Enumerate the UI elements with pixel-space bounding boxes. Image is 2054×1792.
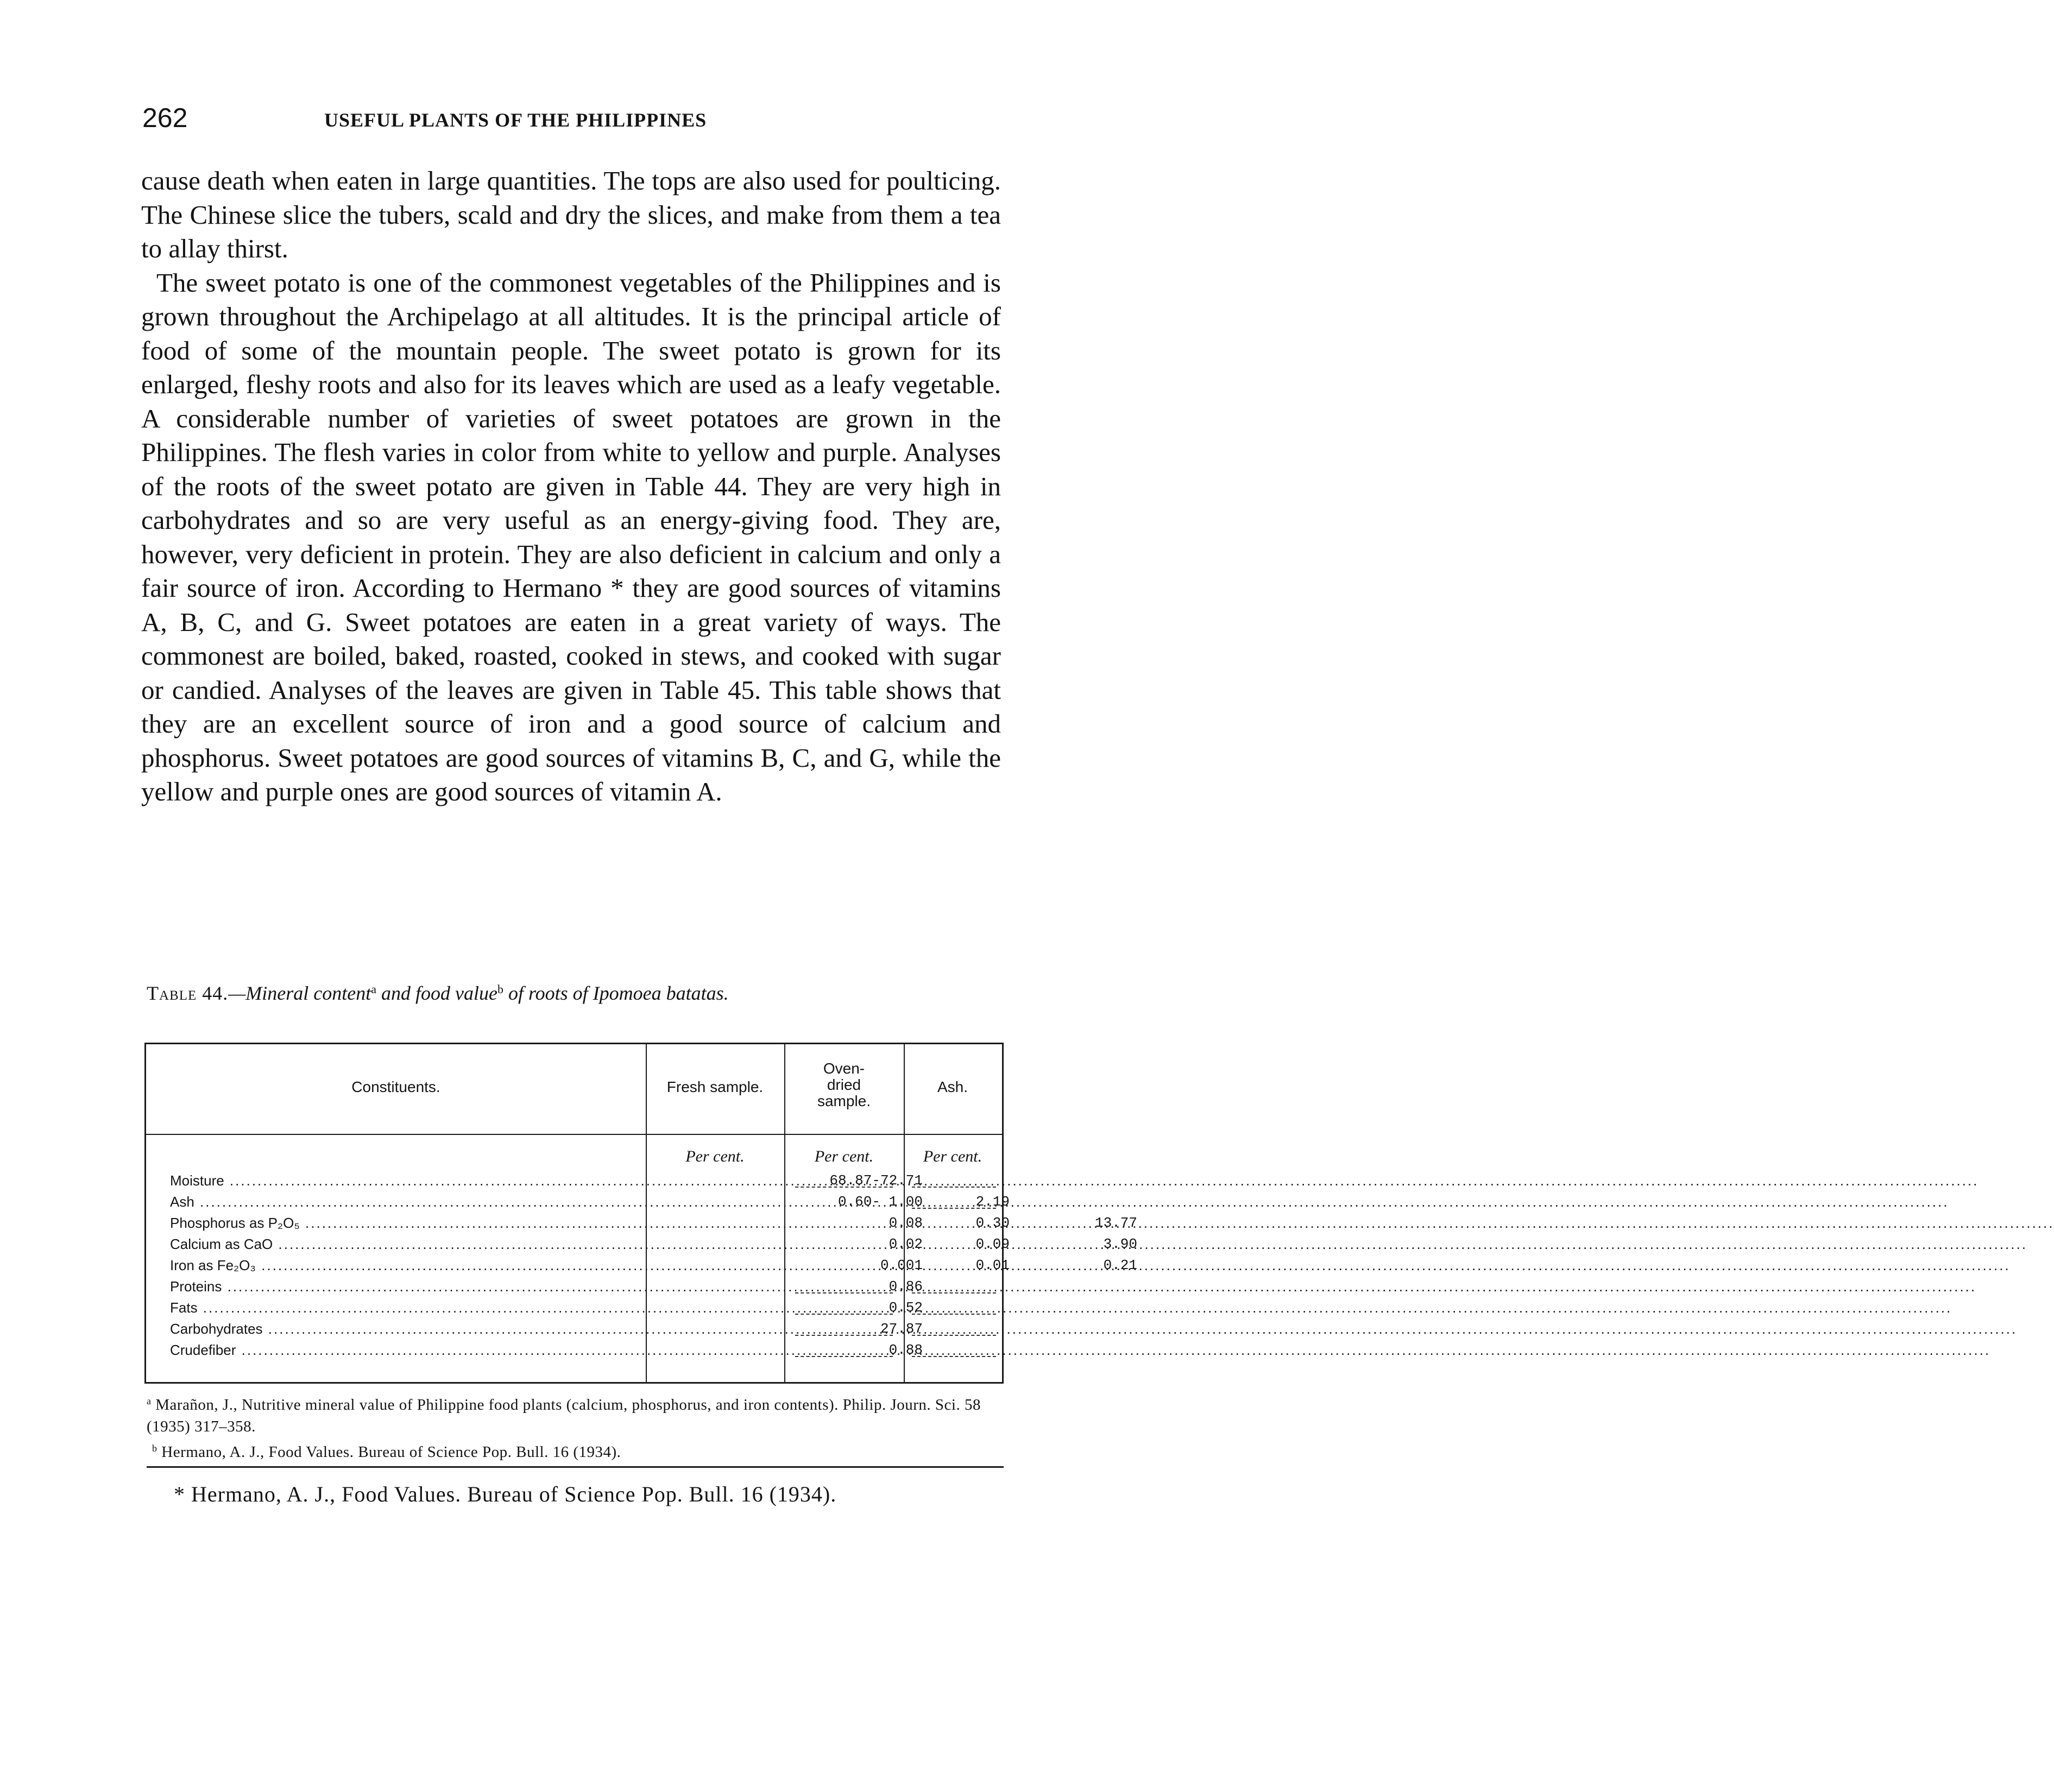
cell-fresh: 0.88 — [889, 1342, 923, 1358]
cell-fresh: 0.02 — [889, 1236, 923, 1252]
note-mark: b — [152, 1443, 157, 1454]
column-header-fresh: Fresh sample. — [666, 1078, 764, 1095]
table-row — [146, 1321, 1004, 1342]
table-row — [146, 1236, 1137, 1257]
empty-cell-dashes — [912, 1356, 996, 1357]
row-label: Moisture ..... — [170, 1172, 773, 1192]
table-note — [147, 1390, 1005, 1437]
empty-cell-dashes — [795, 1292, 893, 1293]
running-title: USEFUL PLANTS OF THE PHILIPPINES — [324, 109, 707, 131]
row-label: Fats ..... — [170, 1299, 773, 1319]
unit-label-fresh: Per cent. — [685, 1147, 745, 1165]
page-number: 262 — [142, 103, 188, 133]
table-caption-text: —Mineral content — [228, 982, 371, 1004]
mineral-content-table — [144, 1043, 1137, 1384]
table-row — [146, 1215, 1137, 1236]
note-text: Hermano, A. J., Food Values. Bureau of Science Pop. Bull. 16 (1934). — [161, 1443, 621, 1461]
table-row — [146, 1257, 1137, 1278]
cell-oven: 0.01 — [975, 1257, 1010, 1273]
note-mark: a — [147, 1396, 152, 1406]
table-caption-text: of roots of Ipomoea batatas. — [503, 982, 729, 1004]
page-footnote — [174, 1481, 1021, 1507]
cell-fresh: 0.52 — [889, 1299, 923, 1316]
column-header-constituents: Constituents. — [351, 1078, 440, 1095]
empty-cell-dashes — [912, 1187, 996, 1188]
table-note — [147, 1437, 1005, 1463]
table-caption-text: and food value — [376, 982, 497, 1004]
empty-cell-dashes — [795, 1187, 893, 1188]
column-header-oven-line: dried — [827, 1076, 861, 1093]
empty-cell-dashes — [795, 1314, 893, 1315]
footnote-mark: * — [174, 1482, 185, 1506]
unit-label-oven: Per cent. — [814, 1147, 874, 1165]
table-row — [146, 1194, 1010, 1215]
cell-fresh: 0.60- 1.00 — [837, 1194, 923, 1210]
cell-oven: 0.30 — [975, 1215, 1010, 1231]
cell-fresh: 0.001 — [880, 1257, 923, 1273]
empty-cell-dashes — [795, 1335, 893, 1336]
row-label: Crudefiber ..... — [170, 1342, 773, 1361]
row-label: Ash ..... — [170, 1194, 773, 1213]
table-row — [146, 1172, 1004, 1194]
unit-label-ash: Per cent. — [923, 1147, 982, 1165]
row-label: Proteins ..... — [170, 1278, 773, 1298]
empty-cell-dashes — [912, 1208, 996, 1209]
cell-fresh: 27.87 — [880, 1321, 923, 1337]
cell-fresh: 68.87-72.71 — [829, 1172, 923, 1189]
table-caption — [147, 982, 1005, 1005]
column-header-oven-line: Oven- — [823, 1060, 865, 1077]
cell-ash: 3.90 — [1103, 1236, 1137, 1252]
footnote-rule — [147, 1466, 1004, 1468]
footnote-text: Hermano, A. J., Food Values. Bureau of Science Pop. Bull. 16 (1934). — [191, 1482, 837, 1506]
empty-cell-dashes — [912, 1314, 996, 1315]
table-caption-mark-a: a — [371, 982, 376, 996]
column-header-oven-line: sample. — [817, 1093, 871, 1109]
table-row — [146, 1342, 1004, 1363]
table-notes — [147, 1390, 1005, 1463]
column-header-oven-dried — [784, 1061, 904, 1109]
column-header-ash: Ash. — [937, 1078, 968, 1095]
cell-fresh: 0.86 — [889, 1278, 923, 1295]
cell-fresh: 0.08 — [889, 1215, 923, 1231]
table-row — [146, 1278, 1004, 1299]
row-label: Calcium as CaO ..... — [170, 1236, 773, 1255]
body-text — [141, 164, 1001, 809]
paragraph: The sweet potato is one of the commonest vegetables of the Philippines and is grown throughout the Archipelago at all altitudes. It is the principal article of food of some of the mountain people. The sweet potato is grown for its enlarged, fleshy roots and also for its leaves which are used as a leafy vegetable. A considerable number of varieties of sweet potatoes are grown in the Philippines. The flesh varies in color from white to yellow and purple. Analyses of the roots of the sweet potato are given in Table 44. They are very high in carbohydrates and so are very useful as an energy-giving food. They are, however, very deficient in protein. They are also deficient in calcium and only a fair source of iron. According to Hermano * they are good sources of vitamins A, B, C, and G. Sweet potatoes are eaten in a great variety of ways. The commonest are boiled, baked, roasted, cooked in stews, and cooked with sugar or candied. Analyses of the leaves are given in Table 45. This table shows that they are an excellent source of iron and a good source of calcium and phosphorus. Sweet potatoes are good sources of vitamins B, C, and G, while the yellow and purple ones are good sources of vitamin A. — [141, 267, 1001, 806]
table-caption-lead: Table 44. — [147, 982, 229, 1004]
table-row — [146, 1299, 1004, 1321]
header-divider — [146, 1134, 1002, 1135]
note-text: Marañon, J., Nutritive mineral value of Philippine food plants (calcium, phosphorus, and iron contents). Philip. Journ. Sci. 58 (1935) 317–358. — [147, 1396, 981, 1435]
cell-ash: 0.21 — [1103, 1257, 1137, 1273]
paragraph: cause death when eaten in large quantities. The tops are also used for poulticing. The Chinese slice the tubers, scald and dry the slices, and make from them a tea to allay thirst. — [141, 166, 1001, 263]
empty-cell-dashes — [912, 1335, 996, 1336]
cell-oven: 2.19 — [975, 1194, 1010, 1210]
row-label: Iron as Fe₂O₃ ..... — [170, 1257, 773, 1277]
empty-cell-dashes — [912, 1292, 996, 1293]
row-label: Phosphorus as P₂O₅ ..... — [170, 1215, 773, 1234]
cell-ash: 13.77 — [1094, 1215, 1137, 1231]
table-caption-mark-b: b — [497, 982, 503, 996]
empty-cell-dashes — [795, 1356, 893, 1357]
page-header — [142, 102, 1000, 140]
row-label: Carbohydrates ..... — [170, 1321, 773, 1340]
cell-oven: 0.09 — [975, 1236, 1010, 1252]
